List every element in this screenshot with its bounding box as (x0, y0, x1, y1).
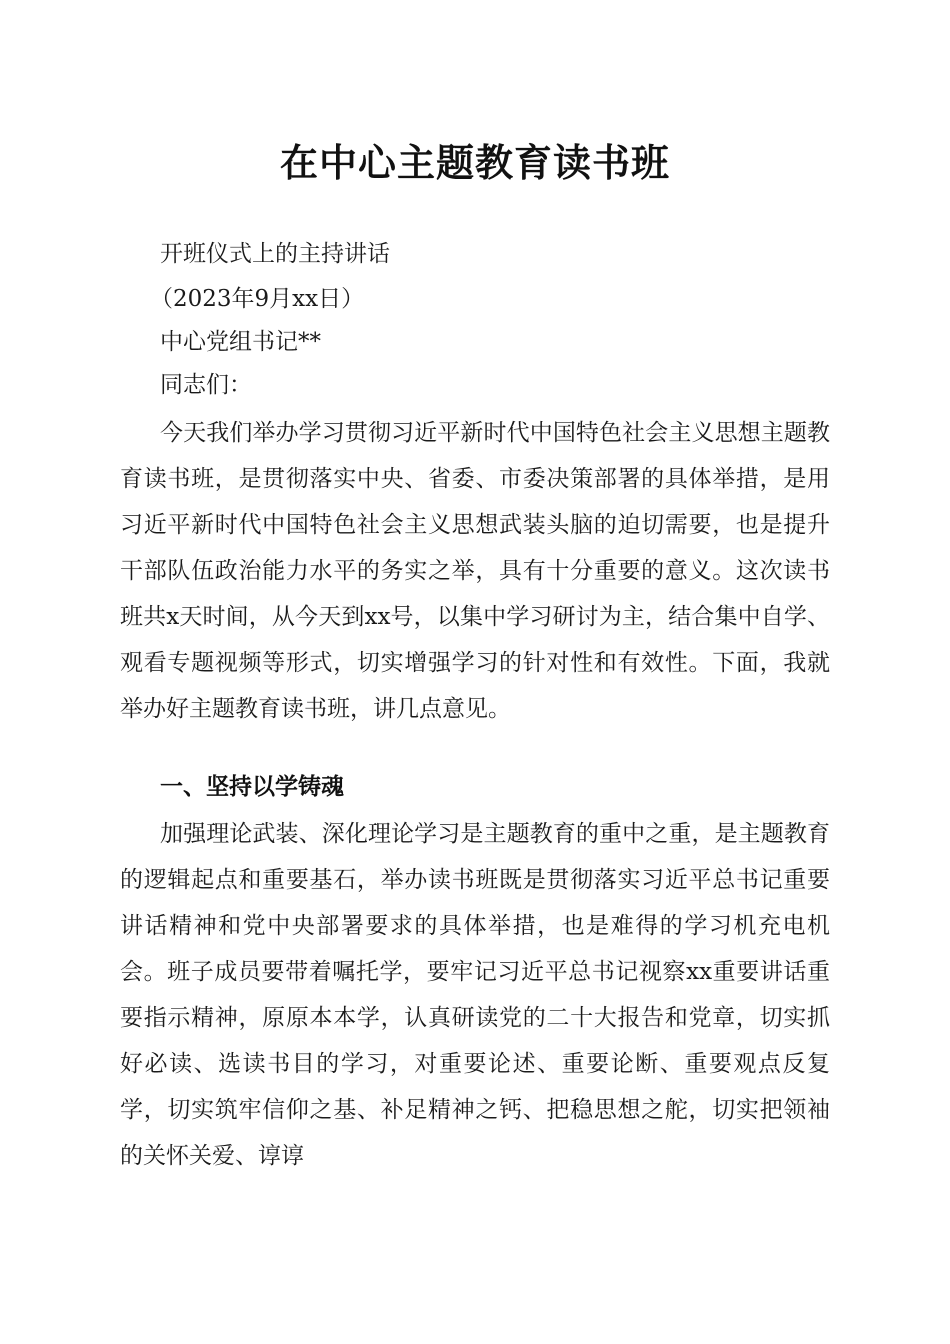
document-subtitle: 开班仪式上的主持讲话 (160, 241, 390, 267)
opening-paragraph: 今天我们举办学习贯彻习近平新时代中国特色社会主义思想主题教育读书班，是贯彻落实中央、省委、市委决策部署的具体举措，是用习近平新时代中国特色社会主义思想武装头脑的迫切需要，也是提升干部队伍政治能力水平的务实之举，具有十分重要的意义。这次读书班共x天时间，从今天到xx号，以集中学习研讨为主，结合集中自学、观看专题视频等形式，切实增强学习的针对性和有效性。下面，我就举办好主题教育读书班，讲几点意见。 (120, 420, 830, 722)
speaker-name: 中心党组书记** (160, 329, 321, 355)
section-1-paragraph: 加强理论武装、深化理论学习是主题教育的重中之重，是主题教育的逻辑起点和重要基石，举办读书班既是贯彻落实习近平总书记重要讲话精神和党中央部署要求的具体举措，也是难得的学习机充电机会。班子成员要带着嘱托学，要牢记习近平总书记视察xx重要讲话重要指示精神，原原本本学，认真研读党的二十大报告和党章，切实抓好必读、选读书目的学习，对重要论述、重要论断、重要观点反复学，切实筑牢信仰之基、补足精神之钙、把稳思想之舵，切实把领袖的关怀关爱、谆谆 (120, 821, 830, 1169)
document-title: 在中心主题教育读书班 (279, 140, 670, 185)
section-heading-1: 一、坚持以学铸魂 (160, 774, 344, 800)
document-date: （2023年9月xx日） (150, 286, 365, 312)
salutation: 同志们： (160, 372, 252, 398)
